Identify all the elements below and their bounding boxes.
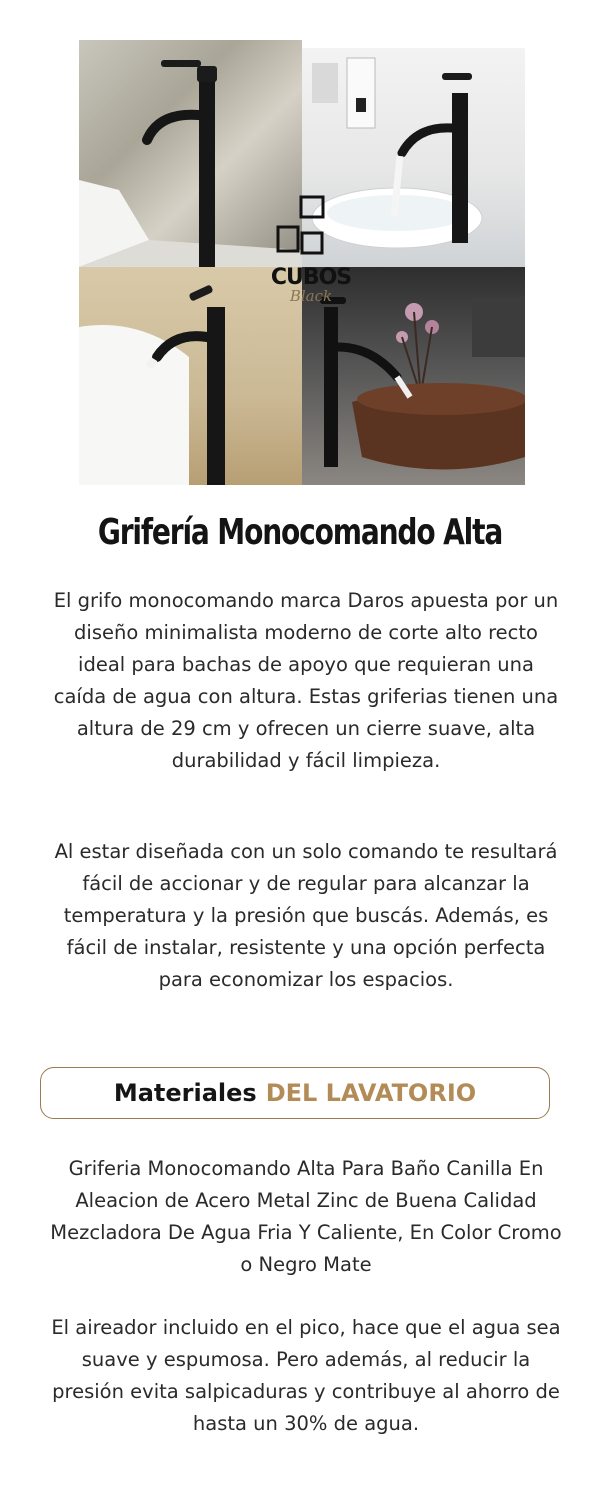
description-paragraph: El grifo monocomando marca Daros apuesta por un diseño minimalista moderno de corte alto recto ideal para bachas de apoyo que requieran una caída de agua con altura. Estas griferias tienen una altura de 29 cm y ofrecen un cierre suave, alta durabilidad y fácil limpieza. <box>53 589 559 772</box>
logo-tagline: Black <box>289 287 333 305</box>
materials-heading <box>40 1067 550 1119</box>
materials-sublabel: DEL LAVATORIO <box>265 1079 477 1107</box>
materials-paragraph: Griferia Monocomando Alta Para Baño Canilla En Aleacion de Acero Metal Zinc de Buena Calidad Mezcladora De Agua Fria Y Caliente, En Color Cromo o Negro Mate <box>50 1157 562 1276</box>
cubes-logo-icon <box>266 195 356 267</box>
product-photo-collage <box>79 40 525 485</box>
materials-label: Materiales <box>113 1079 257 1107</box>
logo-brand-text: CUBOS <box>270 265 352 290</box>
product-title: Grifería Monocomando Alta <box>97 512 503 553</box>
materials-paragraph: El aireador incluido en el pico, hace que el agua sea suave y espumosa. Pero además, al reducir la presión evita salpicaduras y contribuye al ahorro de hasta un 30% de agua. <box>51 1316 561 1435</box>
description-paragraph: Al estar diseñada con un solo comando te resultará fácil de accionar y de regular para alcanzar la temperatura y la presión que buscás. Además, es fácil de instalar, resistente y una opción perfecta para economizar los espacios. <box>54 840 558 991</box>
cubos-black-logo <box>266 195 356 335</box>
